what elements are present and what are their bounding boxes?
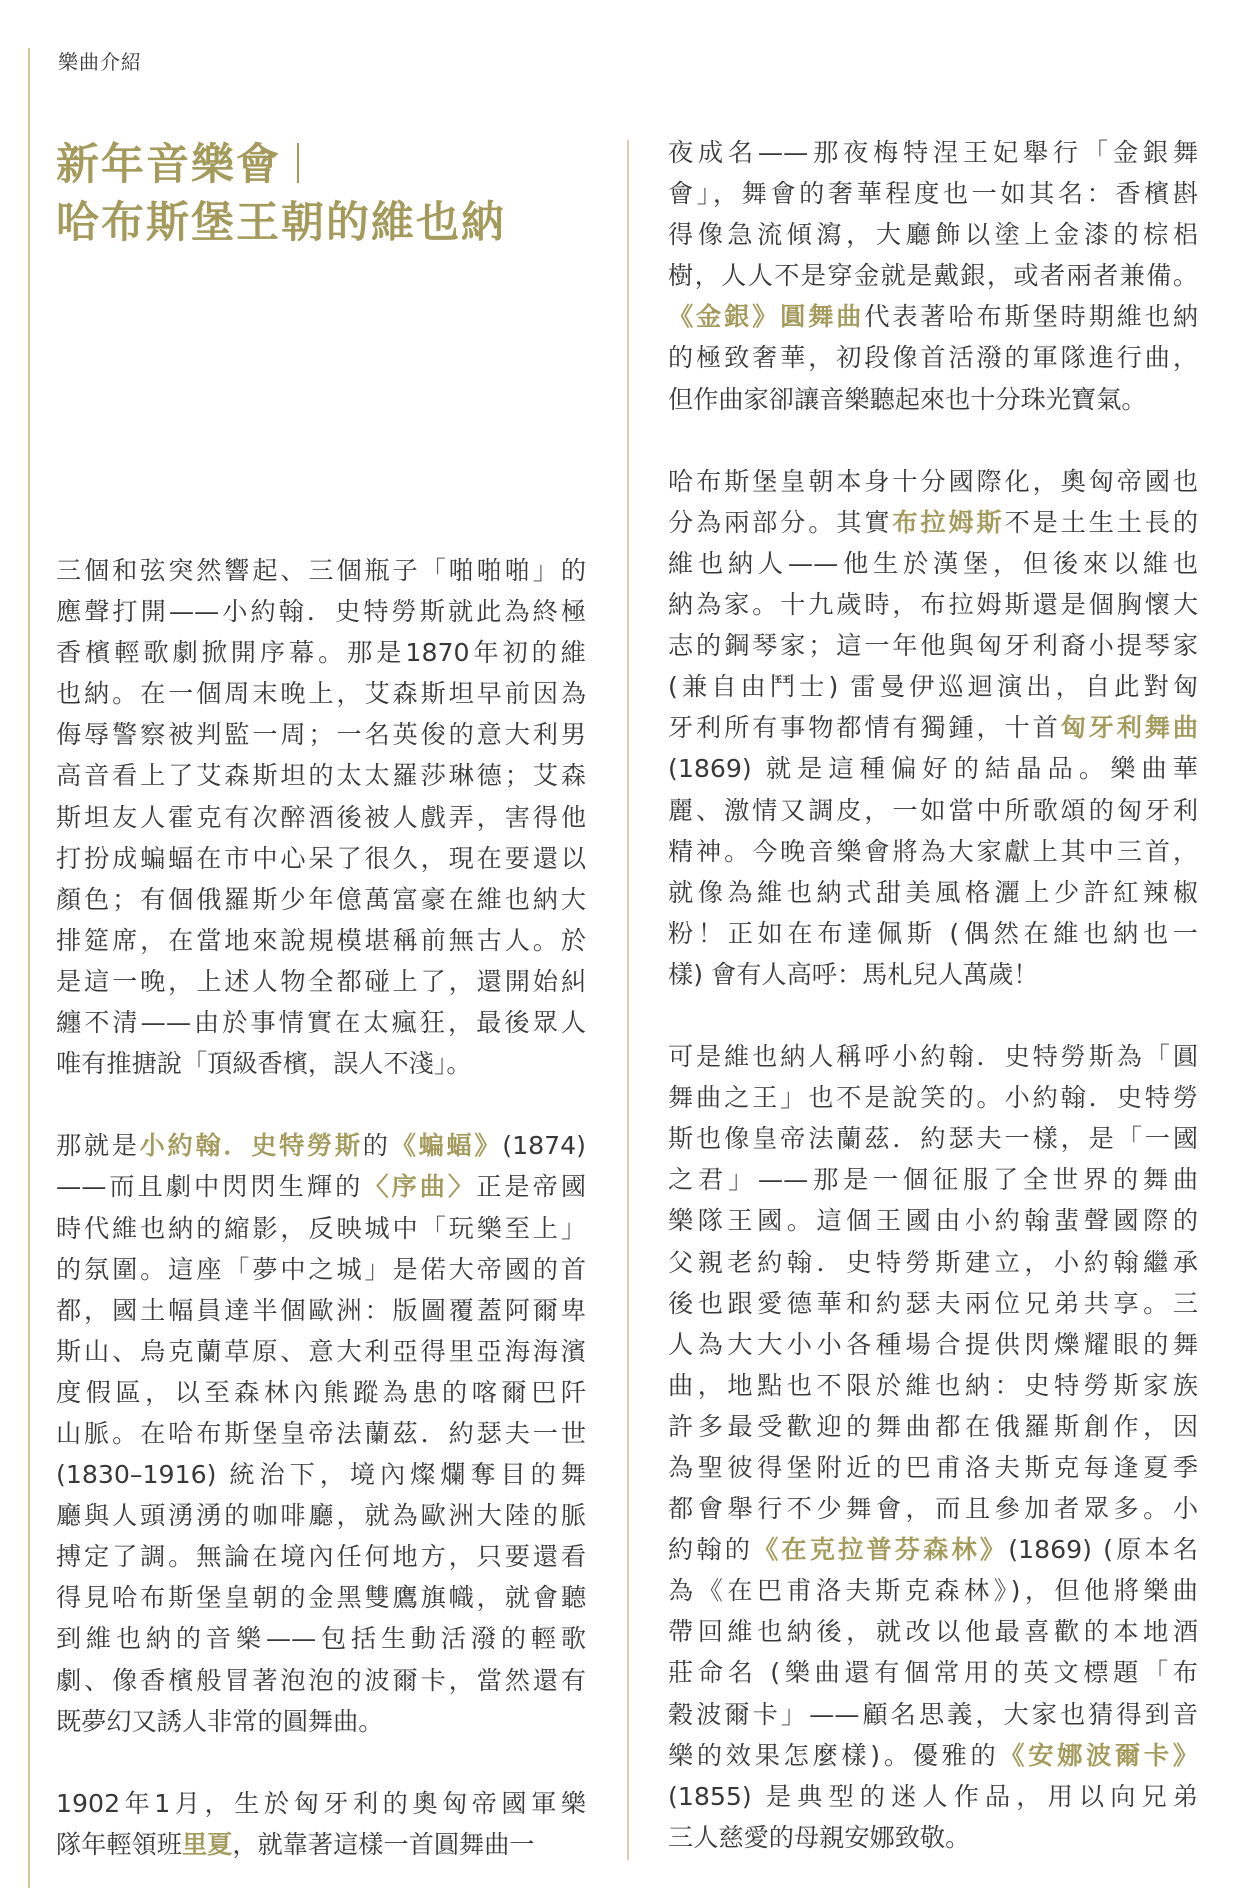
text-line (56, 838, 586, 879)
text-line (668, 1817, 1198, 1858)
text-run: 打扮成蝙蝠在市中心呆了很久，現在要還以 (56, 843, 586, 873)
text-line (56, 1208, 586, 1249)
text-run: 麗、激情又調皮，一如當中所歌頌的匈牙利 (668, 795, 1198, 825)
text-line (668, 379, 1198, 420)
text-line (668, 1118, 1198, 1159)
text-line (668, 1365, 1198, 1406)
text-line (56, 961, 586, 1002)
text-line (56, 1002, 586, 1043)
text-line (56, 1618, 586, 1659)
text-line (56, 1125, 586, 1166)
text-run: 是這一晚，上述人物全都碰上了，還開始糾 (56, 966, 586, 996)
text-run: 為聖彼得堡附近的巴甫洛夫斯克每逢夏季 (668, 1453, 1198, 1482)
text-run: 曲，地點也不限於維也納：史特勞斯家族 (668, 1370, 1198, 1400)
text-run: 劇、像香檳般冒著泡泡的波爾卡，當然還有 (56, 1665, 586, 1695)
highlighted-term: 布拉姆斯 (892, 507, 1005, 537)
right-text-column (668, 132, 1198, 1858)
text-line (668, 1694, 1198, 1735)
highlighted-term: 匈牙利舞曲 (1060, 713, 1199, 743)
text-run: 穀波爾卡」——顧名思義，大家也猜得到音 (668, 1699, 1198, 1729)
text-line (668, 543, 1198, 584)
text-line (56, 1249, 586, 1290)
text-line (668, 132, 1198, 173)
text-run: 也納。在一個周末晚上，艾森斯坦早前因為 (56, 679, 586, 709)
text-run: 三個和弦突然響起、三個瓶子「啪啪啪」的 (56, 556, 586, 585)
text-line (668, 214, 1198, 255)
text-run: 度假區，以至森林內熊蹤為患的喀爾巴阡 (56, 1377, 586, 1407)
text-run: 樹，人人不是穿金就是戴銀，或者兩者兼備。 (668, 261, 1198, 291)
text-line (56, 632, 586, 673)
text-line (56, 1043, 586, 1084)
text-line (668, 1488, 1198, 1529)
highlighted-term: 小約翰．史特勞斯 (139, 1131, 363, 1161)
paragraph-gap (668, 995, 1198, 1036)
text-run: 斯也像皇帝法蘭茲．約瑟夫一樣，是「一國 (668, 1124, 1198, 1154)
text-run: (1874) (502, 1131, 587, 1161)
text-run: 搏定了調。無論在境內任何地方，只要還看 (56, 1542, 586, 1572)
text-run: 高音看上了艾森斯坦的太太羅莎琳德；艾森 (56, 761, 586, 791)
text-run: 代表著哈布斯堡時期維也納 (864, 302, 1199, 332)
text-line (668, 1324, 1198, 1365)
text-line (668, 584, 1198, 625)
text-line (668, 1776, 1198, 1817)
text-run: 約翰的 (668, 1535, 754, 1565)
text-run: 精神。今晚音樂會將為大家獻上其中三首， (668, 836, 1198, 866)
text-line (668, 1447, 1198, 1488)
text-run: 排筵席，在當地來說規模堪稱前無古人。於 (56, 925, 586, 955)
text-run: ，就靠著這樣一首圓舞曲一 (232, 1829, 535, 1859)
text-line (668, 296, 1198, 337)
column-divider-rule (627, 140, 629, 1860)
text-run: 為《在巴甫洛夫斯克森林》)，但他將樂曲 (668, 1576, 1198, 1606)
text-line (56, 797, 586, 838)
text-line (56, 755, 586, 796)
text-run: (兼自由鬥士) 雷曼伊巡迴演出，自此對匈 (668, 672, 1198, 702)
text-line (668, 255, 1198, 296)
highlighted-term: 《金銀》圓舞曲 (668, 302, 865, 332)
text-line (56, 591, 586, 632)
text-line (668, 1077, 1198, 1118)
text-line (668, 1406, 1198, 1447)
text-run: 牙利所有事物都情有獨鍾，十首 (668, 713, 1061, 743)
text-line (668, 831, 1198, 872)
text-line (56, 1824, 586, 1865)
text-line (56, 1660, 586, 1701)
title-line-2: 哈布斯堡王朝的維也納 (56, 198, 506, 248)
text-run: 都，國土幅員達半個歐洲：版圖覆蓋阿爾卑 (56, 1295, 586, 1325)
text-run: 山脈。在哈布斯堡皇帝法蘭茲．約瑟夫一世 (56, 1418, 586, 1448)
text-run: 的極致奢華，初段像首活潑的軍隊進行曲， (668, 343, 1198, 373)
text-run: 顏色；有個俄羅斯少年億萬富豪在維也納大 (56, 884, 586, 914)
text-run: 夜成名——那夜梅特涅王妃舉行「金銀舞 (668, 138, 1198, 167)
text-run: 廳與人頭湧湧的咖啡廳，就為歐洲大陸的脈 (56, 1501, 586, 1531)
text-line (56, 920, 586, 961)
text-run: (1869) 就是這種偏好的結晶品。樂曲華 (668, 754, 1198, 784)
text-run: 不是土生土長的 (1004, 507, 1199, 537)
text-run: 的氛圍。這座「夢中之城」是偌大帝國的首 (56, 1254, 586, 1284)
text-line (56, 1413, 586, 1454)
text-line (668, 748, 1198, 789)
text-run: 都會舉行不少舞會，而且參加者眾多。小 (668, 1494, 1198, 1524)
title-line-1 (56, 136, 506, 194)
text-line (668, 1242, 1198, 1283)
text-run: 那就是 (56, 1131, 140, 1161)
text-run: 舞曲之王」也不是說笑的。小約翰．史特勞 (668, 1083, 1198, 1113)
section-label: 樂曲介紹 (58, 50, 142, 74)
text-line (668, 1735, 1198, 1776)
text-line (668, 1570, 1198, 1611)
text-run: 得像急流傾瀉，大廳飾以塗上金漆的棕梠 (668, 220, 1198, 250)
text-line (56, 1372, 586, 1413)
text-line (668, 1200, 1198, 1241)
text-run: 纏不清——由於事情實在太瘋狂，最後眾人 (56, 1008, 586, 1038)
text-line (668, 1611, 1198, 1652)
title-bar (297, 143, 299, 183)
text-line (56, 1166, 586, 1207)
paragraph-gap (668, 420, 1198, 461)
text-run: 分為兩部分。其實 (668, 507, 893, 537)
text-run: (1869) (原本名 (1008, 1535, 1199, 1565)
text-run: 粉！正如在布達佩斯 (偶然在維也納也一 (668, 918, 1198, 948)
text-line (668, 666, 1198, 707)
text-line (56, 1454, 586, 1495)
text-run: ——而且劇中閃閃生輝的 (56, 1172, 364, 1202)
text-run: 正是帝國 (476, 1172, 587, 1202)
text-run: 維也納人——他生於漢堡，但後來以維也 (668, 548, 1198, 578)
left-margin-rule (28, 48, 30, 1888)
text-line (668, 790, 1198, 831)
text-run: 應聲打開——小約翰．史特勞斯就此為終極 (56, 597, 586, 627)
text-line (668, 1036, 1198, 1077)
text-run: (1830–1916) 統治下，境內燦爛奪目的舞 (56, 1460, 586, 1490)
text-run: 許多最受歡迎的舞曲都在俄羅斯創作，因 (668, 1411, 1198, 1441)
text-run: 可是維也納人稱呼小約翰．史特勞斯為「圓 (668, 1042, 1198, 1072)
text-line (56, 1701, 586, 1742)
text-line (56, 1783, 586, 1824)
highlighted-term: 《安娜波爾卡》 (999, 1740, 1198, 1770)
text-run: 就像為維也納式甜美風格灑上少許紅辣椒 (668, 877, 1198, 907)
text-line (668, 502, 1198, 543)
paragraph-gap (56, 1084, 586, 1125)
text-line (56, 1290, 586, 1331)
text-run: 得見哈布斯堡皇朝的金黑雙鷹旗幟，就會聽 (56, 1583, 586, 1613)
paragraph-gap (56, 1742, 586, 1783)
text-run: 隊年輕領班 (56, 1829, 182, 1859)
text-line (668, 872, 1198, 913)
highlighted-term: 《在克拉普芬森林》 (753, 1535, 1009, 1565)
highlighted-term: 里夏 (181, 1829, 233, 1859)
text-run: 三人慈愛的母親安娜致敬。 (668, 1822, 971, 1852)
text-line (668, 707, 1198, 748)
text-line (668, 913, 1198, 954)
text-run: 樂的效果怎麼樣)。優雅的 (668, 1740, 1000, 1770)
text-run: 唯有推搪說「頂級香檳，誤人不淺」。 (56, 1049, 472, 1079)
text-line (668, 954, 1198, 995)
text-run: 納為家。十九歲時，布拉姆斯還是個胸懷大 (668, 590, 1198, 620)
text-line (56, 1536, 586, 1577)
text-line (668, 625, 1198, 666)
text-run: 侮辱警察被判監一周；一名英俊的意大利男 (56, 720, 586, 750)
text-line (56, 550, 586, 591)
text-line (56, 714, 586, 755)
text-run: 的 (362, 1131, 391, 1161)
text-run: 哈布斯堡皇朝本身十分國際化，奧匈帝國也 (668, 466, 1198, 496)
text-line (668, 1159, 1198, 1200)
text-run: 樣) 會有人高呼：馬札兒人萬歲！ (668, 959, 1039, 989)
text-run: 樂隊王國。這個王國由小約翰蜚聲國際的 (668, 1206, 1198, 1236)
text-run: 斯坦友人霍克有次醉酒後被人戲弄，害得他 (56, 802, 586, 832)
title-line-1-text: 新年音樂會 (56, 140, 281, 190)
highlighted-term: 《蝙蝠》 (390, 1131, 503, 1161)
text-line (56, 1331, 586, 1372)
text-run: 之君」——那是一個征服了全世界的舞曲 (668, 1165, 1198, 1195)
text-run: (1855) 是典型的迷人作品，用以向兄弟 (668, 1781, 1198, 1811)
text-run: 但作曲家卻讓音樂聽起來也十分珠光寶氣。 (668, 384, 1147, 414)
text-line (668, 1283, 1198, 1324)
text-run: 會」，舞會的奢華程度也一如其名：香檳斟 (668, 179, 1198, 209)
text-run: 人為大大小小各種場合提供閃爍耀眼的舞 (668, 1329, 1198, 1359)
highlighted-term: 〈序曲〉 (363, 1172, 477, 1202)
text-run: 斯山、烏克蘭草原、意大利亞得里亞海海濱 (56, 1336, 586, 1366)
text-run: 1902年1月，生於匈牙利的奧匈帝國軍樂 (56, 1788, 586, 1818)
text-run: 志的鋼琴家；這一年他與匈牙利裔小提琴家 (668, 631, 1198, 661)
text-run: 香檳輕歌劇掀開序幕。那是1870年初的維 (56, 638, 586, 668)
text-run: 父親老約翰．史特勞斯建立，小約翰繼承 (668, 1247, 1198, 1277)
text-line (668, 461, 1198, 502)
text-run: 到維也納的音樂——包括生動活潑的輕歌 (56, 1624, 586, 1654)
text-line (668, 1529, 1198, 1570)
text-line (668, 173, 1198, 214)
text-run: 帶回維也納後，就改以他最喜歡的本地酒 (668, 1617, 1198, 1647)
text-run: 後也跟愛德華和約瑟夫兩位兄弟共享。三 (668, 1288, 1198, 1318)
text-run: 既夢幻又誘人非常的圓舞曲。 (56, 1706, 384, 1736)
text-line (56, 879, 586, 920)
text-line (668, 337, 1198, 378)
text-run: 時代維也納的縮影，反映城中「玩樂至上」 (56, 1213, 586, 1243)
text-line (56, 1577, 586, 1618)
text-line (668, 1652, 1198, 1693)
text-line (56, 1495, 586, 1536)
left-text-column (56, 550, 586, 1865)
article-title (56, 136, 506, 252)
text-line (56, 673, 586, 714)
text-run: 莊命名 (樂曲還有個常用的英文標題「布 (668, 1658, 1198, 1688)
